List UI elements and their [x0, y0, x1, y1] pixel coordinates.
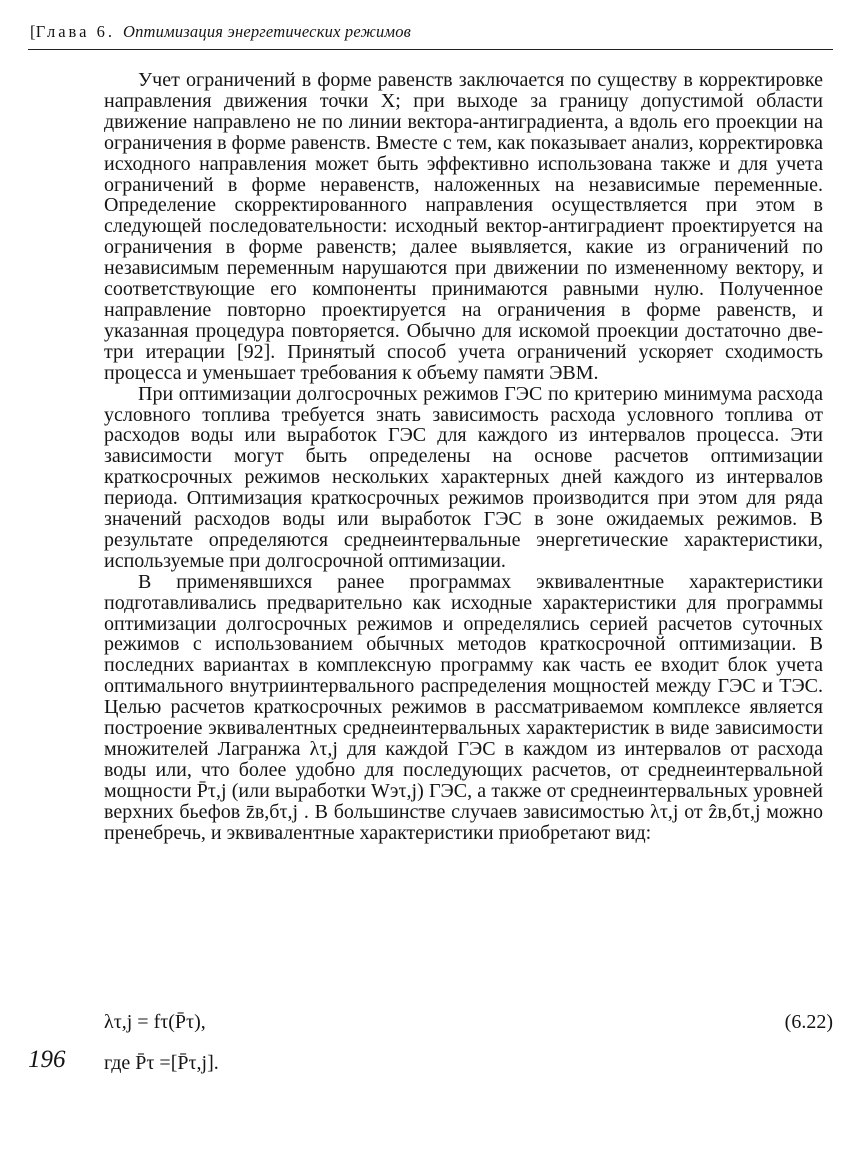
body-text — [104, 70, 823, 844]
equation-number: (6.22) — [784, 1011, 833, 1033]
equation-expression: λτ,j = fτ(P̄τ), — [104, 1011, 206, 1033]
chapter-title: Оптимизация энергетических режимов — [122, 22, 412, 41]
header-bracket: [ — [30, 22, 36, 41]
chapter-label: Глава 6. — [35, 22, 115, 41]
header-rule — [28, 49, 833, 50]
page-number: 196 — [28, 1046, 66, 1073]
equation-6-22 — [104, 1011, 833, 1034]
where-line: где P̄τ =[P̄τ,j]. — [104, 1052, 219, 1074]
running-header — [30, 22, 830, 42]
paragraph-2: При оптимизации долгосрочных режимов ГЭС по критерию минимума расхода условного топлива требуется знать зависимость расхода условного топлива от расходов воды или выработок ГЭС для каждого из интервалов процесса. Эти зависимости могут быть определены на основе расчетов оптимизации краткосрочных режимов нескольких характерных дней каждого из интервалов периода. Оптимизация краткосрочных режимов производится при этом для ряда значений расходов воды или выработок ГЭС в зоне ожидаемых режимов. В результате определяются среднеинтервальные энергетические характеристики, используемые при долгосрочной оптимизации. — [104, 382, 823, 572]
paragraph-1: Учет ограничений в форме равенств заключается по существу в корректировке направления движения точки X; при выходе за границу допустимой области движение направлено не по линии вектора-антиградиента, а вдоль его проекции на ограничения в форме равенств. Вместе с тем, как показывает анализ, корректировка исходного направления может быть эффективно использована также и для учета ограничений в форме неравенств, наложенных на независимые переменные. Определение скорректированного направления осуществляется при этом в следующей последовательности: исходный вектор-антиградиент проектируется на ограничения в форме равенств; далее выявляется, какие из ограничений по независимым переменным нарушаются при движении по измененному вектору, и соответствующие его компоненты принимаются равными нулю. Полученное направление повторно проектируется на ограничения в форме равенств, и указанная процедура повторяется. Обычно для искомой проекции достаточно две-три итерации [92]. Принятый способ учета ограничений ускоряет сходимость процесса и уменьшает требования к объему памяти ЭВМ. — [104, 69, 823, 384]
paragraph-3: В применявшихся ранее программах эквивалентные характеристики подготавливались предварительно как исходные характеристики для программы оптимизации долгосрочных режимов и определялись серией расчетов суточных режимов с использованием обычных методов краткосрочной оптимизации. В последних вариантах в комплексную программу как часть ее входит блок учета оптимального внутриинтервального распределения мощностей между ГЭС и ТЭС. Целью расчетов краткосрочных режимов в рассматриваемом комплексе является построение эквивалентных среднеинтервальных характеристик в виде зависимости множителей Лагранжа λτ,j для каждой ГЭС в каждом из интервалов от расхода воды или, что более удобно для последующих расчетов, от среднеинтервальной мощности P̄τ,j (или выработки Wэτ,j) ГЭС, а также от среднеинтервальных уровней верхних бьефов z̄в,бτ,j . В большинстве случаев зависимостью λτ,j от ẑв,бτ,j можно пренебречь, и эквивалентные характеристики приобретают вид: — [104, 570, 823, 844]
